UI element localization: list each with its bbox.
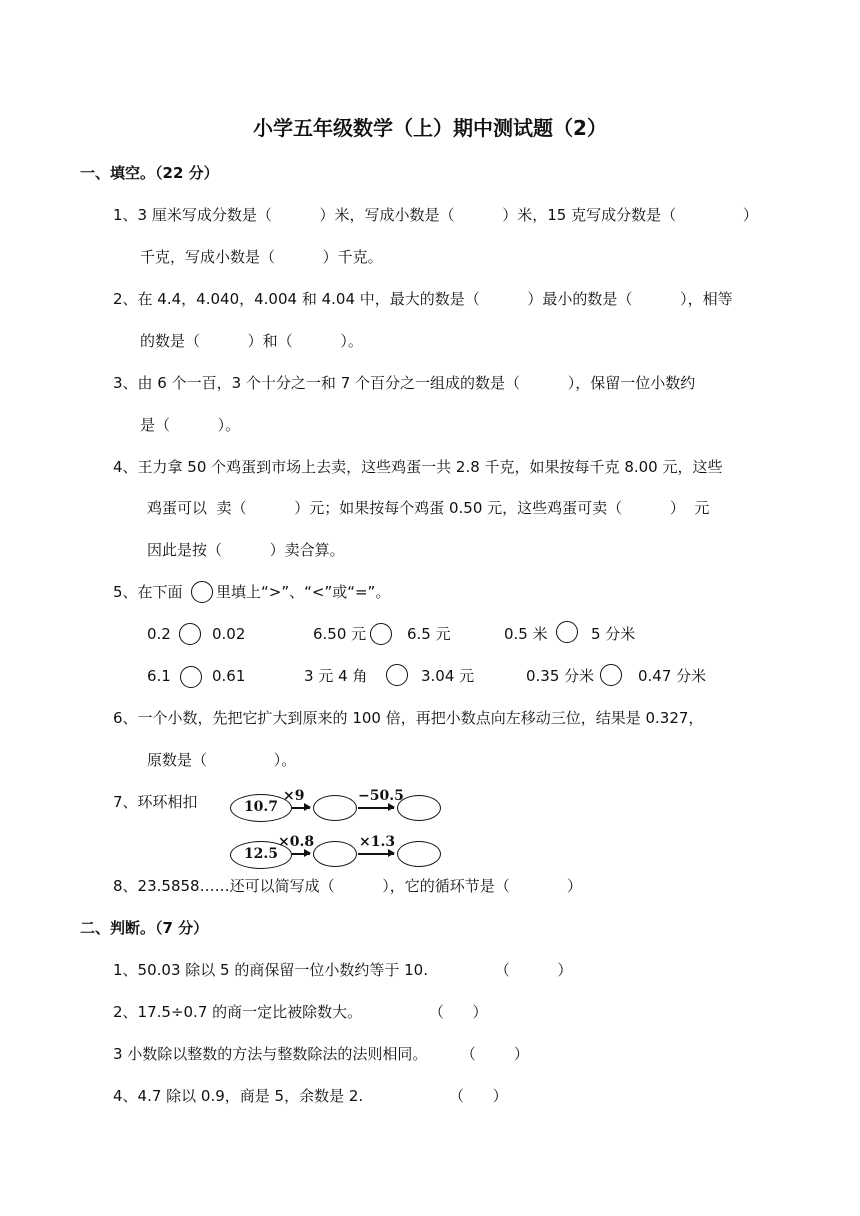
q8-line: 8、23.5858……还可以简写成（ ），它的循环节是（ ） <box>113 877 582 895</box>
q4-line1: 4、王力拿 50 个鸡蛋到市场上去卖，这些鸡蛋一共 2.8 千克，如果按每千克 8.00 元，这些 <box>113 458 723 476</box>
chain1-arrow2 <box>358 807 394 809</box>
section1-heading: 一、填空。（22 分） <box>80 164 219 182</box>
compare-circle[interactable] <box>179 623 201 645</box>
q1-line1: 1、3 厘米写成分数是（ ）米，写成小数是（ ）米，15 克写成分数是（ ） <box>113 206 758 224</box>
compare-left: 0.5 米 <box>504 625 548 643</box>
chain1-arrow1 <box>292 807 310 809</box>
chain2-blank-oval[interactable] <box>313 841 357 867</box>
compare-left: 6.1 <box>147 667 171 685</box>
q5-example-circle <box>191 581 213 603</box>
compare-circle[interactable] <box>386 664 408 686</box>
compare-left: 6.50 元 <box>313 625 367 643</box>
compare-circle[interactable] <box>556 621 578 643</box>
q1-line2: 千克，写成小数是（ ）千克。 <box>140 248 383 266</box>
q4-line2: 鸡蛋可以 卖（ ）元；如果按每个鸡蛋 0.50 元，这些鸡蛋可卖（ ） 元 <box>147 499 710 517</box>
compare-right: 5 分米 <box>591 625 636 643</box>
compare-left: 0.35 分米 <box>526 667 595 685</box>
compare-circle[interactable] <box>180 666 202 688</box>
judge-item-1: 1、50.03 除以 5 的商保留一位小数约等于 10. （ ） <box>113 961 573 979</box>
q7-label: 7、环环相扣 <box>113 793 198 811</box>
compare-right: 6.5 元 <box>407 625 451 643</box>
chain2-op1-label: ×0.8 <box>278 834 315 850</box>
chain1-blank-oval[interactable] <box>313 795 357 821</box>
compare-right: 0.02 <box>212 625 246 643</box>
q6-line1: 6、一个小数，先把它扩大到原来的 100 倍，再把小数点向左移动三位，结果是 0.327， <box>113 709 704 727</box>
q3-line2: 是（ ）。 <box>140 416 241 434</box>
chain1-blank-oval[interactable] <box>397 795 441 821</box>
compare-right: 0.61 <box>212 667 246 685</box>
compare-circle[interactable] <box>600 664 622 686</box>
judge-item-4: 4、4.7 除以 0.9，商是 5，余数是 2. （ ） <box>113 1087 508 1105</box>
q6-line2: 原数是（ ）。 <box>147 751 297 769</box>
q5-prefix: 5、在下面 <box>113 583 183 601</box>
chain1-op2-label: −50.5 <box>358 788 404 804</box>
chain1-start-oval: 10.7 <box>230 794 292 822</box>
q4-line3: 因此是按（ ）卖合算。 <box>147 541 345 559</box>
compare-left: 3 元 4 角 <box>304 667 368 685</box>
chain1-op1-label: ×9 <box>283 788 305 804</box>
section2-heading: 二、判断。（7 分） <box>80 919 209 937</box>
q2-line1: 2、在 4.4，4.040，4.004 和 4.04 中，最大的数是（ ）最小的数是（ ），相等 <box>113 290 733 308</box>
chain2-arrow1 <box>292 853 310 855</box>
q2-line2: 的数是（ ）和（ ）。 <box>140 332 363 350</box>
compare-right: 3.04 元 <box>421 667 475 685</box>
compare-left: 0.2 <box>147 625 171 643</box>
chain2-start-oval: 12.5 <box>230 841 292 869</box>
judge-item-2: 2、17.5÷0.7 的商一定比被除数大。 （ ） <box>113 1003 488 1021</box>
q3-line1: 3、由 6 个一百，3 个十分之一和 7 个百分之一组成的数是（ ），保留一位小数约 <box>113 374 696 392</box>
compare-right: 0.47 分米 <box>638 667 707 685</box>
page-title: 小学五年级数学（上）期中测试题（2） <box>253 116 607 140</box>
compare-circle[interactable] <box>370 623 392 645</box>
chain2-op2-label: ×1.3 <box>359 834 396 850</box>
q5-suffix: 里填上“>”、“<”或“=”。 <box>216 583 391 601</box>
chain2-blank-oval[interactable] <box>397 841 441 867</box>
chain2-arrow2 <box>358 853 394 855</box>
judge-item-3: 3 小数除以整数的方法与整数除法的法则相同。 （ ） <box>113 1045 529 1063</box>
